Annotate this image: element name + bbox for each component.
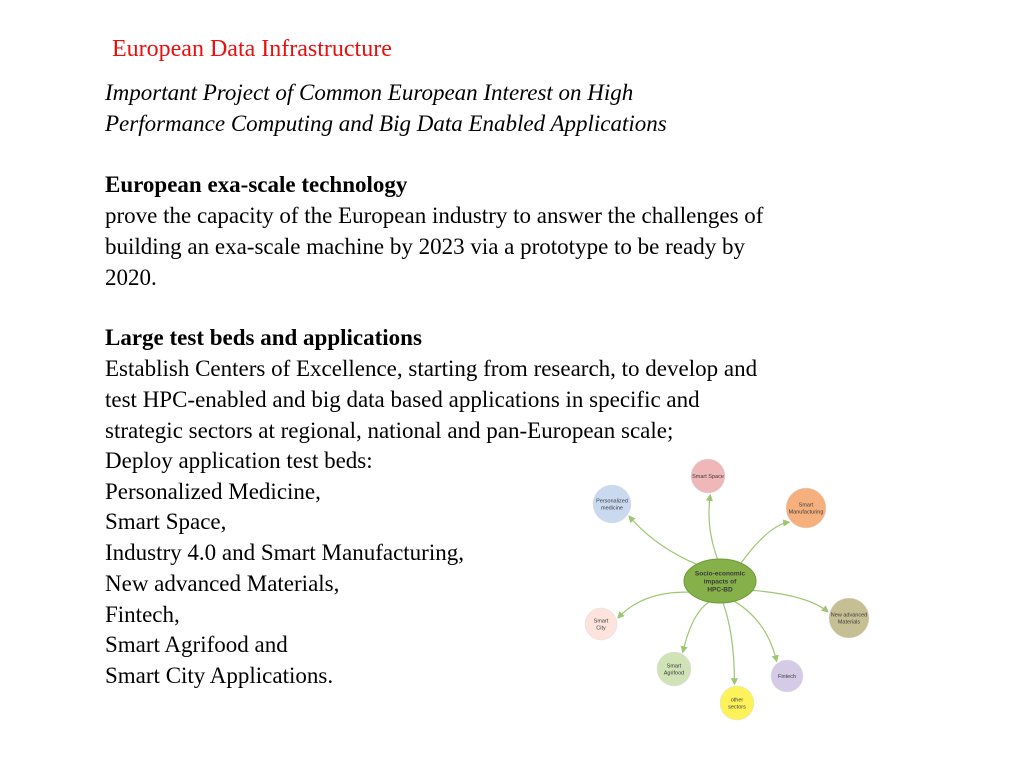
testbed-item: Personalized Medicine, bbox=[105, 478, 321, 504]
arrow-fintech bbox=[734, 601, 776, 661]
section-heading: Large test beds and applications bbox=[105, 325, 422, 350]
section-line: 2020. bbox=[105, 265, 157, 290]
section-line: building an exa-scale machine by 2023 via a prototype to be ready by bbox=[105, 234, 745, 259]
node-personalized-medicine-label: medicine bbox=[600, 505, 624, 512]
testbed-item: Industry 4.0 and Smart Manufacturing, bbox=[105, 540, 464, 566]
node-smart-manufacturing-label: Smart bbox=[798, 502, 814, 509]
arrow-other-sectors bbox=[723, 603, 734, 684]
testbed-item: Smart Space, bbox=[105, 509, 227, 535]
section-line: Establish Centers of Excellence, starting from research, to develop and bbox=[105, 356, 758, 381]
hub-label: Socio-economic bbox=[694, 570, 746, 578]
node-other-sectors-label: sectors bbox=[728, 704, 746, 711]
arrow-new-advanced-materials bbox=[753, 590, 828, 612]
node-smart-space-label: Smart Space bbox=[692, 473, 724, 480]
node-smart-agrifood-label: Agrifood bbox=[663, 670, 685, 677]
arrow-personalized-medicine bbox=[629, 516, 697, 564]
section-line: strategic sectors at regional, national and pan-European scale; bbox=[105, 418, 674, 443]
testbed-intro: Deploy application test beds: bbox=[105, 448, 373, 473]
section-heading: European exa-scale technology bbox=[105, 172, 408, 197]
section-test-beds bbox=[105, 322, 865, 446]
testbed-item: New advanced Materials, bbox=[105, 570, 340, 596]
page-subtitle bbox=[105, 77, 805, 139]
node-smart-agrifood-label: Smart bbox=[666, 663, 682, 670]
node-other-sectors-label: other bbox=[730, 697, 744, 704]
node-smart-manufacturing-label: Manufacturing bbox=[788, 509, 824, 516]
node-fintech-label: Fintech bbox=[777, 673, 797, 680]
arrow-smart-manufacturing bbox=[741, 522, 789, 563]
arrow-smart-agrifood bbox=[683, 602, 709, 652]
section-line: prove the capacity of the European industry to answer the challenges of bbox=[105, 203, 764, 228]
page-title: European Data Infrastructure bbox=[112, 36, 392, 62]
node-new-advanced-materials-label: Materials bbox=[837, 619, 861, 626]
testbed-item: Smart City Applications. bbox=[105, 662, 334, 688]
section-line: test HPC-enabled and big data based applications in specific and bbox=[105, 387, 700, 412]
node-new-advanced-materials-label: New advanced bbox=[830, 612, 868, 619]
testbed-list bbox=[105, 446, 464, 692]
testbed-item: Smart Agrifood and bbox=[105, 632, 288, 658]
subtitle-line: Important Project of Common European Interest on High bbox=[105, 80, 634, 105]
hub-label: impacts of bbox=[703, 578, 737, 586]
testbed-item: Fintech, bbox=[105, 601, 180, 627]
hub-label: HPC-BD bbox=[707, 586, 733, 594]
node-smart-city-label: Smart bbox=[593, 618, 609, 625]
section-exascale bbox=[105, 169, 865, 293]
node-personalized-medicine-label: Personalized bbox=[596, 498, 628, 505]
arrow-smart-city bbox=[618, 592, 689, 618]
node-smart-city-label: City bbox=[596, 625, 606, 632]
subtitle-line: Performance Computing and Big Data Enabled Applications bbox=[105, 111, 667, 136]
impact-diagram bbox=[578, 456, 878, 724]
arrow-smart-space bbox=[709, 495, 718, 559]
